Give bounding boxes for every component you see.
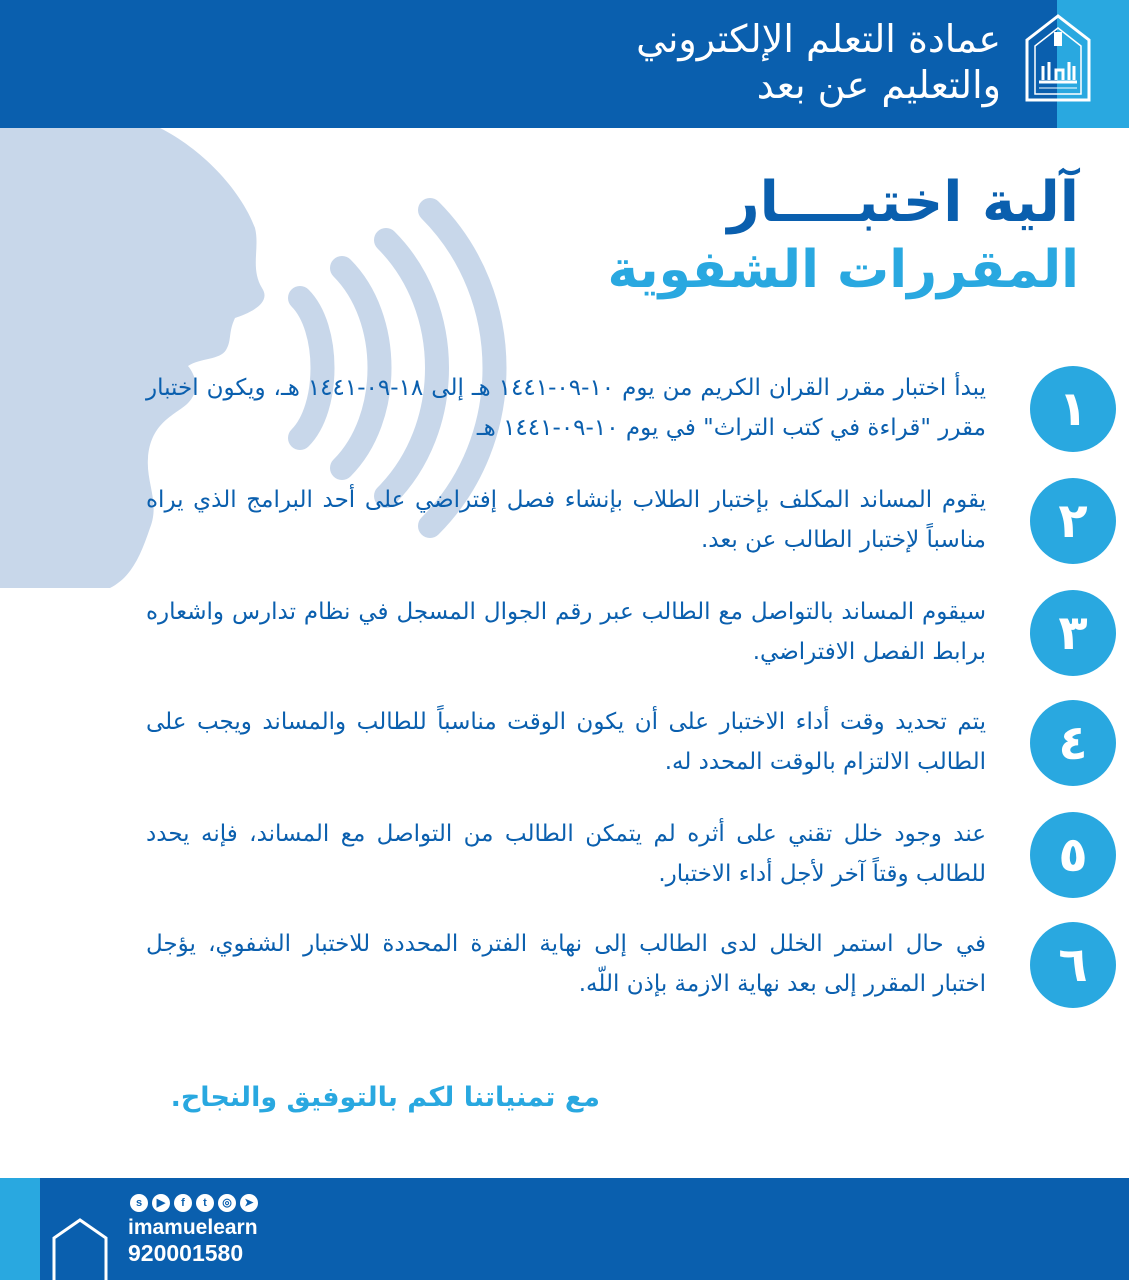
snapchat-icon[interactable]: s xyxy=(130,1194,148,1212)
step-item xyxy=(140,700,1116,796)
step-text: يقوم المساند المكلف بإختبار الطلاب بإنشاء فصل إفتراضي على أحد البرامج الذي يراه مناسباً لإختبار الطالب عن بعد. xyxy=(146,487,986,553)
deanship-title xyxy=(381,16,1001,108)
page-title-line1: آلية اختبــــار xyxy=(727,170,1079,235)
step-text: يتم تحديد وقت أداء الاختبار على أن يكون الوقت مناسباً للطالب والمساند ويجب على الطالب الالتزام بالوقت المحدد له. xyxy=(146,709,986,775)
telegram-icon[interactable]: ➤ xyxy=(240,1194,258,1212)
step-number: ٦ xyxy=(1030,922,1116,1008)
closing-message: مع تمنياتنا لكم بالتوفيق والنجاح. xyxy=(170,1082,600,1113)
step-number: ٤ xyxy=(1030,700,1116,786)
youtube-icon[interactable]: ▶ xyxy=(152,1194,170,1212)
step-number: ١ xyxy=(1030,366,1116,452)
step-number: ٣ xyxy=(1030,590,1116,676)
step-text: عند وجود خلل تقني على أثره لم يتمكن الطالب من التواصل مع المساند، فإنه يحدد للطالب وقتاً آخر لأجل أداء الاختبار. xyxy=(146,821,986,887)
page-title xyxy=(379,168,1079,302)
social-icons xyxy=(130,1194,258,1212)
step-text: سيقوم المساند بالتواصل مع الطالب عبر رقم الجوال المسجل في نظام تدارس واشعاره برابط الفصل الافتراضي. xyxy=(146,599,986,665)
step-number: ٥ xyxy=(1030,812,1116,898)
header-bar xyxy=(0,0,1129,128)
step-text: في حال استمر الخلل لدى الطالب إلى نهاية الفترة المحددة للاختبار الشفوي، يؤجل اختبار المقرر إلى بعد نهاية الازمة بإذن اللّه. xyxy=(146,931,986,997)
footer-bar xyxy=(0,1178,1129,1280)
footer-accent xyxy=(0,1178,40,1280)
step-text: يبدأ اختبار مقرر القران الكريم من يوم ١٠-٠٩-١٤٤١ هـ إلى ١٨-٠٩-١٤٤١ هـ، ويكون اختبار مقرر "قراءة في كتب التراث" في يوم ١٠-٠٩-١٤٤١ هـ xyxy=(146,375,987,441)
instagram-icon[interactable]: ◎ xyxy=(218,1194,236,1212)
social-handle: imamuelearn xyxy=(128,1216,258,1239)
step-item xyxy=(140,478,1116,574)
facebook-icon[interactable]: f xyxy=(174,1194,192,1212)
twitter-icon[interactable]: t xyxy=(196,1194,214,1212)
step-item xyxy=(140,366,1116,462)
page-title-line2: المقررات الشفوية xyxy=(607,240,1079,300)
phone-number: 920001580 xyxy=(128,1240,244,1266)
step-item xyxy=(140,922,1116,1018)
step-item xyxy=(140,812,1116,908)
step-item xyxy=(140,590,1116,686)
step-number: ٢ xyxy=(1030,478,1116,564)
university-emblem-icon xyxy=(1023,10,1093,104)
deanship-title-line2: والتعليم عن بعد xyxy=(756,63,1001,107)
deanship-title-line1: عمادة التعلم الإلكتروني xyxy=(636,17,1001,61)
house-outline-icon xyxy=(50,1216,110,1280)
